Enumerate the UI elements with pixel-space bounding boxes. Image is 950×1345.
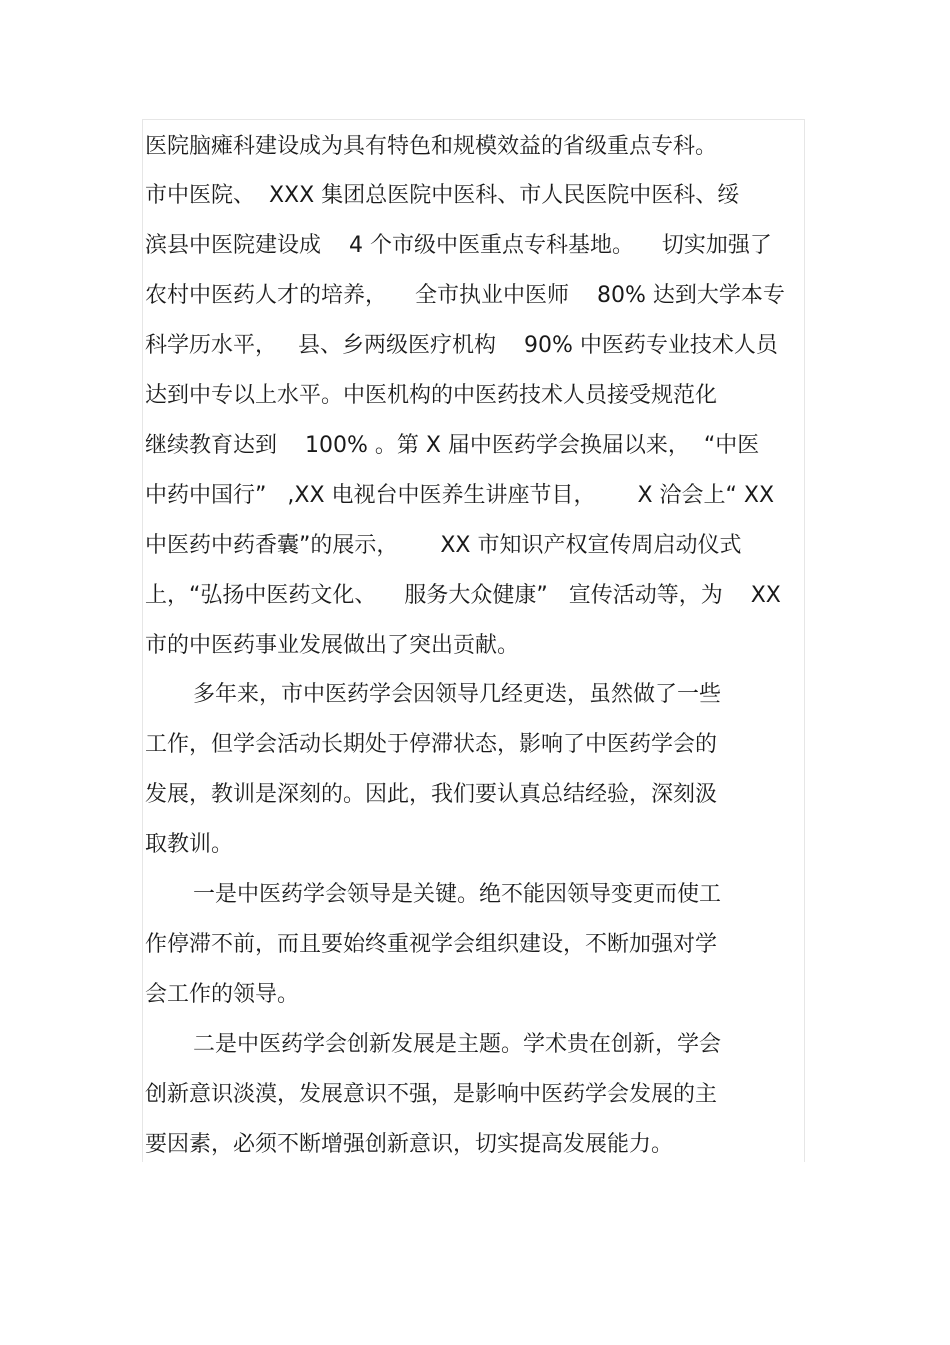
text-line: 市的中医药事业发展做出了突出贡献。 [145,633,520,658]
text-line: 市中医院、 XXX 集团总医院中医科、市人民医院中医科、绥 [145,183,740,208]
text-line: 滨县中医院建设成 4 个市级中医重点专科基地。 切实加强了 [145,233,772,258]
text-line: 要因素，必须不断增强创新意识，切实提高发展能力。 [145,1132,674,1157]
text-line: 科学历水平， 县、乡两级医疗机构 90% 中医药专业技术人员 [145,333,778,358]
text-line: 中药中国行” ,XX 电视台中医养生讲座节目， X 洽会上“ XX [145,483,775,508]
paragraph-first-line: 多年来，市中医药学会因领导几经更迭，虽然做了一些 [193,682,722,707]
text-line: 达到中专以上水平。中医机构的中医药技术人员接受规范化 [145,383,718,408]
text-line: 医院脑瘫科建设成为具有特色和规模效益的省级重点专科。 [145,134,718,159]
text-line: 创新意识淡漠，发展意识不强，是影响中医药学会发展的主 [145,1082,718,1107]
text-line: 工作，但学会活动长期处于停滞状态，影响了中医药学会的 [145,732,718,757]
text-line: 上，“弘扬中医药文化、 服务大众健康” 宣传活动等，为 XX [145,583,781,608]
paragraph-first-line: 二是中医药学会创新发展是主题。学术贵在创新，学会 [193,1032,722,1057]
text-line: 会工作的领导。 [145,982,300,1007]
text-line: 农村中医药人才的培养， 全市执业中医师 80% 达到大学本专 [145,283,785,308]
text-line: 发展，教训是深刻的。因此，我们要认真总结经验，深刻汲 [145,782,718,807]
text-line: 作停滞不前，而且要始终重视学会组织建设，不断加强对学 [145,932,718,957]
text-line: 取教训。 [145,832,234,857]
text-line: 中医药中药香囊”的展示， XX 市知识产权宣传周启动仪式 [145,533,742,558]
paragraph-first-line: 一是中医药学会领导是关键。绝不能因领导变更而使工 [193,882,722,907]
text-line: 继续教育达到 100% 。第 X 届中医药学会换届以来， “中医 [145,433,760,458]
